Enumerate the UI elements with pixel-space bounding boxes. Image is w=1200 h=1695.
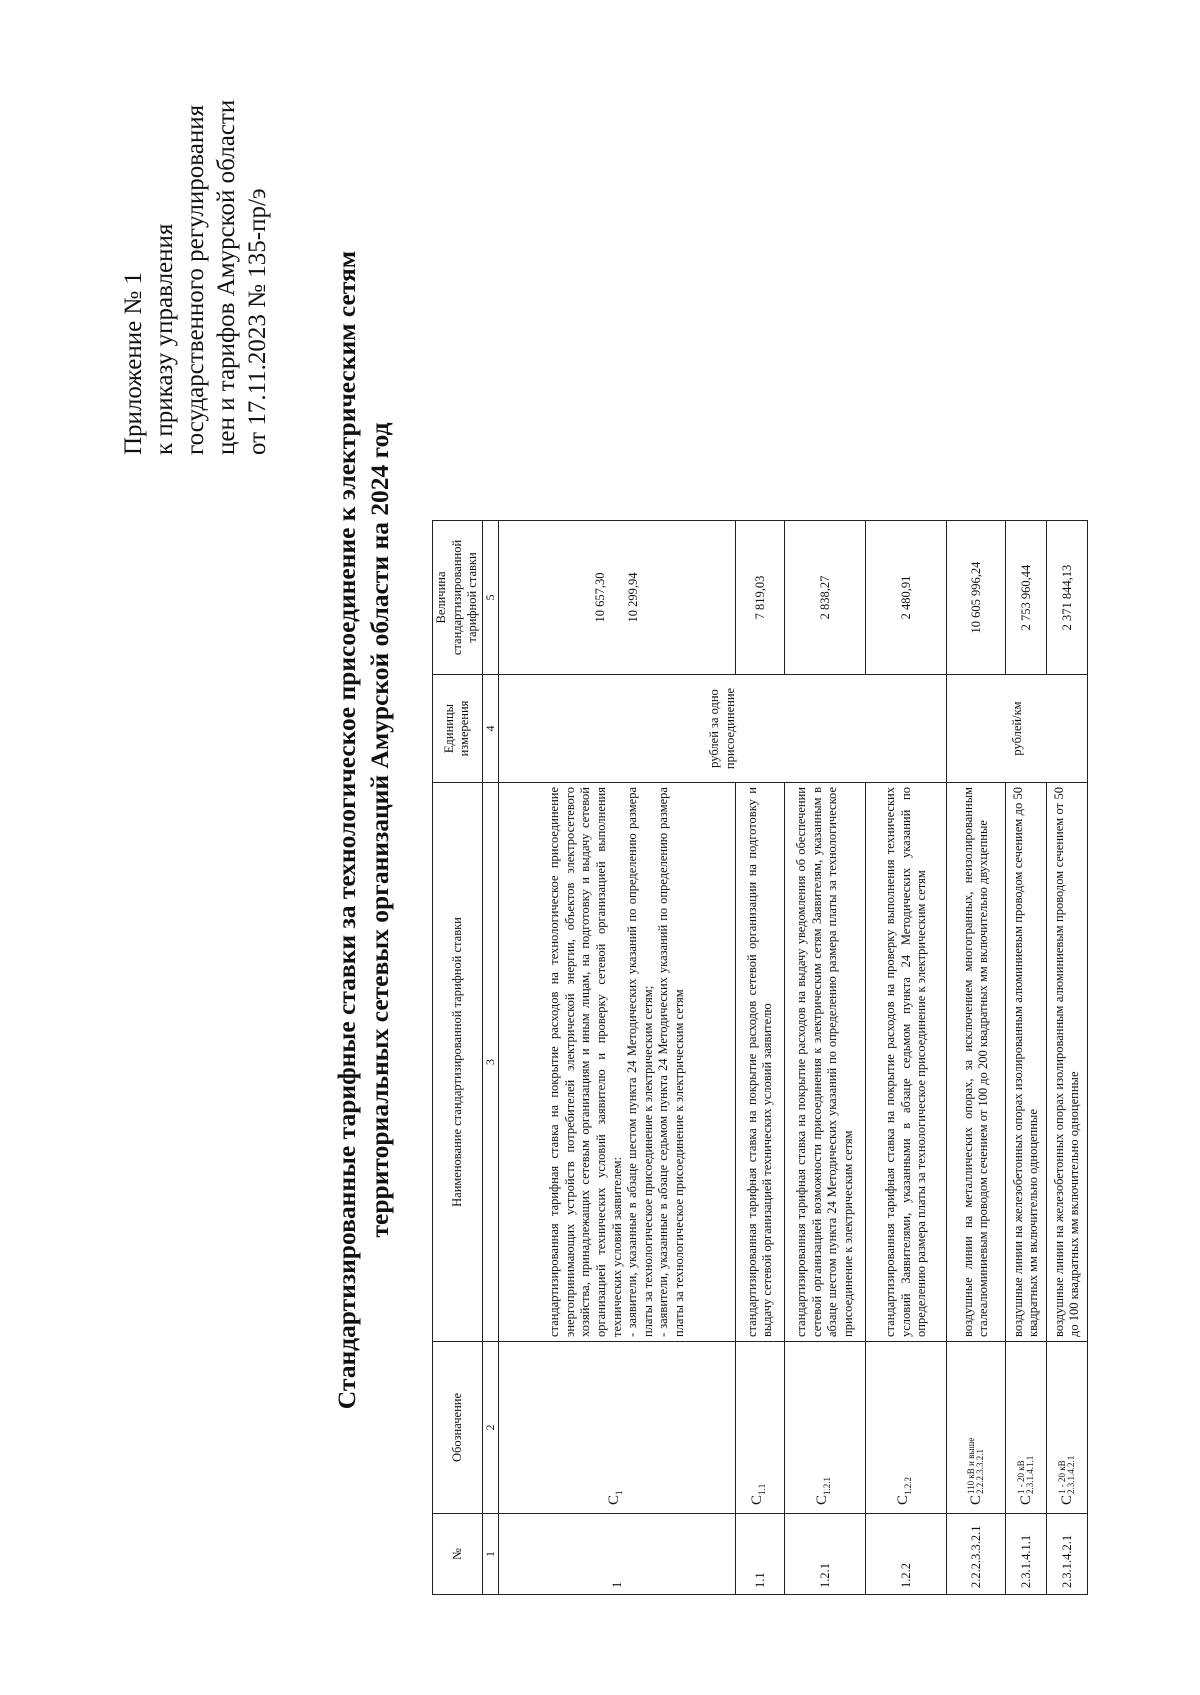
- row-value: 7 819,03: [736, 521, 785, 675]
- title-line-1: Стандартизированные тарифные ставки за технологическое присоединение к электрическим сетям: [332, 250, 361, 1410]
- authority-line-2: цен и тарифов Амурской области: [213, 99, 240, 455]
- header-name: Наименование стандартизированной тарифной ставки: [433, 783, 483, 1342]
- row-number: 2.3.1.4.2.1: [1047, 1514, 1088, 1595]
- row-designation: [866, 1342, 947, 1514]
- tariff-symbol: $C_{1.1}$: [749, 1483, 768, 1505]
- row-value: 10 657,30 10 299,94: [499, 521, 736, 675]
- row-number: 1.2.2: [866, 1514, 947, 1595]
- tariff-symbol: $C_{1.2.2}$: [895, 1476, 914, 1505]
- row-number: 1.2.1: [785, 1514, 866, 1595]
- row-designation: [736, 1342, 785, 1514]
- title-line-2: территориальных сетевых организаций Амурской области на 2024 год: [365, 422, 394, 1238]
- row-designation: [1006, 1342, 1047, 1514]
- row-name: стандартизированная тарифная ставка на покрытие расходов сетевой организации на подготовку и выдачу сетевой организацией технических условий заявителю: [736, 783, 785, 1342]
- tariff-symbol: C 110 кВ и выше 2.2.2.3.3.2.1: [966, 1437, 986, 1505]
- header-row: [433, 521, 483, 1595]
- tariff-table: [432, 520, 1088, 1595]
- header-units: Единицы измерения: [433, 675, 483, 783]
- row-value: 2 371 844,13: [1047, 521, 1088, 675]
- col-number: 2: [482, 1342, 499, 1514]
- row-units: рублей за одно присоединение: [499, 675, 947, 783]
- order-ref-line: к приказу управления: [151, 223, 178, 455]
- row-name: стандартизированная тарифная ставка на покрытие расходов на технологическое присоединение энергопринимающих устройств потребителей электрической энергии, объектов электросетевого хозяйства, принадлежащих сетевым организациям и иным лицам, на подготовку и выдачу сетевой организацией технических условий заявителю и проверку сетевой организацией выполнения технических условий заявителем: - заявители, указанные в абзаце шестом пункта 24 Методических указаний по определению размера платы за технологическое присоединение к электрическим сетям; - заявители, указанные в абзаце седьмом пункта 24 Методических указаний по определению размера платы за технологическое присоединение к электрическим сетям: [499, 783, 736, 1342]
- col-number: 3: [482, 783, 499, 1342]
- row-value: 2 838,27: [785, 521, 866, 675]
- header-designation: Обозначение: [433, 1342, 483, 1514]
- row-name: воздушные линии на металлических опорах, за исключением многогранных, неизолированным сталеалюминиевым проводом сечением от 100 до 200 квадратных мм включительно двухцепные: [947, 783, 1006, 1342]
- column-number-row: [482, 521, 499, 1595]
- row-number: 2.2.2.3.3.2.1: [947, 1514, 1006, 1595]
- row-designation: [947, 1342, 1006, 1514]
- table-row: [499, 521, 736, 1595]
- row-designation: [499, 1342, 736, 1514]
- authority-line: государственного регулирования: [182, 104, 209, 455]
- row-value: 2 480,91: [866, 521, 947, 675]
- tariff-symbol: $C_1$: [606, 1490, 625, 1505]
- header-no: №: [433, 1514, 483, 1595]
- row-number: 1: [499, 1514, 736, 1595]
- tariff-symbol: C 1 - 20 кВ 2.3.1.4.2.1: [1057, 1455, 1077, 1505]
- row-name: воздушные линии на железобетонных опорах изолированным алюминиевым проводом сечением от 50 до 100 квадратных мм включительно одноцепные: [1047, 783, 1088, 1342]
- appendix-label: Приложение № 1: [120, 271, 147, 455]
- col-number: 4: [482, 675, 499, 783]
- row-name: воздушные линии на железобетонных опорах изолированным алюминиевым проводом сечением до 50 квадратных мм включительно одноцепные: [1006, 783, 1047, 1342]
- row-name: стандартизированная тарифная ставка на покрытие расходов на проверку выполнения технических условий Заявителями, указанными в абзаце седьмом пункта 24 Методических указаний по определению размера платы за технологическое присоединение к электрическим сетям: [866, 783, 947, 1342]
- tariff-symbol: C 1 - 20 кВ 2.3.1.4.1.1: [1016, 1455, 1036, 1505]
- row-name: стандартизированная тарифная ставка на покрытие расходов на выдачу уведомления об обеспечении сетевой организацией возможности присоединения к электрическим сетям Заявителям, указанным в абзаце шестом пункта 24 Методических указаний по определению размера платы за технологическое присоединение к электрическим сетям: [785, 783, 866, 1342]
- table-row: [947, 521, 1006, 1595]
- row-value: 10 605 996,24: [947, 521, 1006, 675]
- header-value: Величина стандартизированной тарифной ставки: [433, 521, 483, 675]
- col-number: 1: [482, 1514, 499, 1595]
- row-number: 2.3.1.4.1.1: [1006, 1514, 1047, 1595]
- row-designation: [1047, 1342, 1088, 1514]
- approval-block: [118, 100, 273, 455]
- row-units: рублей/км: [947, 675, 1088, 783]
- col-number: 5: [482, 521, 499, 675]
- row-designation: [785, 1342, 866, 1514]
- row-value: 2 753 960,44: [1006, 521, 1047, 675]
- document-title: [330, 60, 396, 1600]
- order-date-number: от 17.11.2023 № 135-пр/э: [244, 188, 271, 455]
- tariff-symbol: $C_{1.2.1}$: [814, 1476, 833, 1505]
- row-number: 1.1: [736, 1514, 785, 1595]
